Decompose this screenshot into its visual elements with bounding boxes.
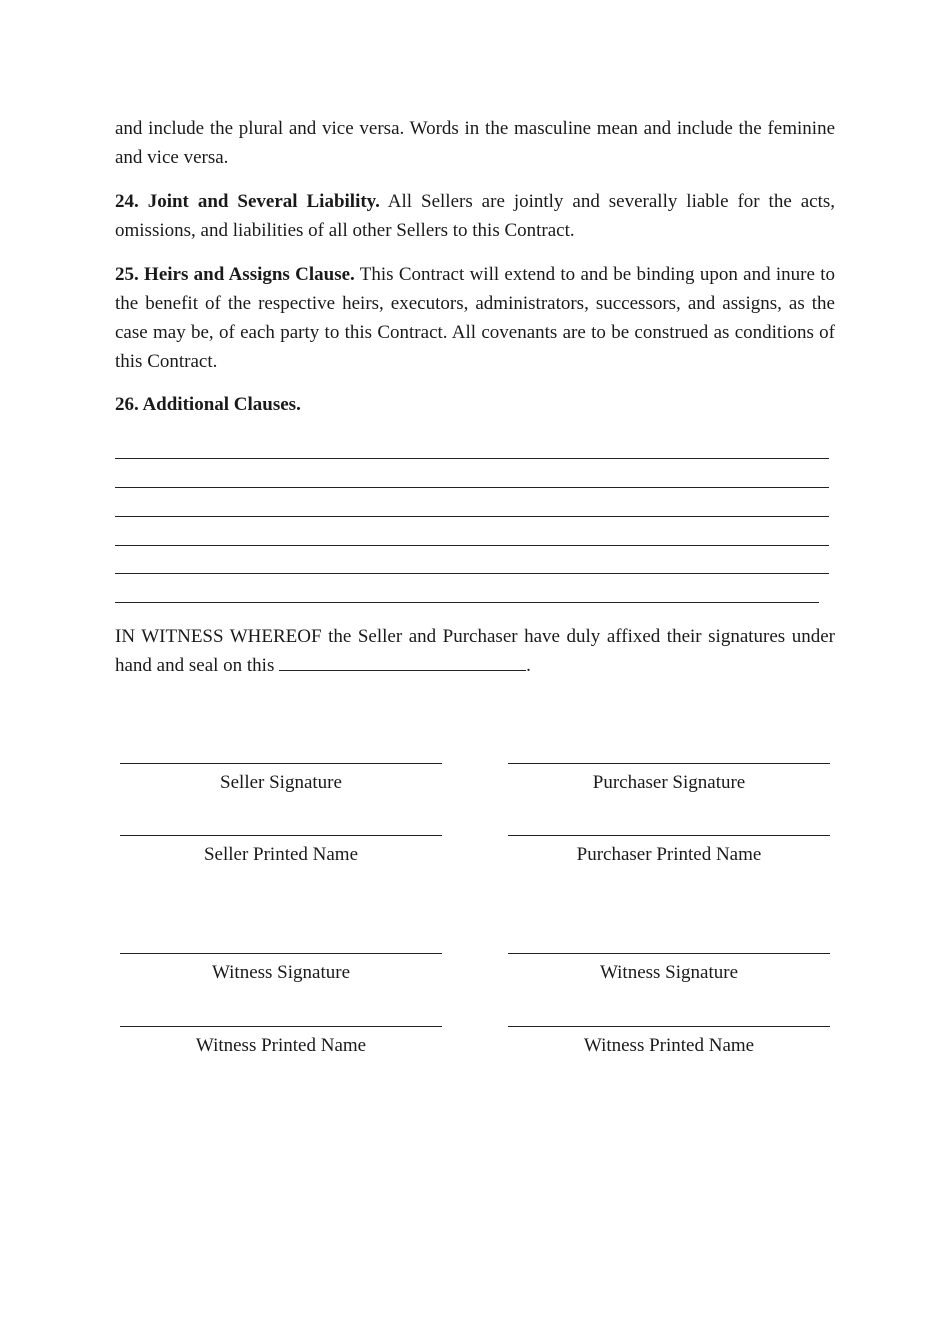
- witness-signature-block-right: [508, 953, 830, 985]
- purchaser-printed-name-label: Purchaser Printed Name: [576, 844, 762, 865]
- additional-clauses-line-6[interactable]: [115, 602, 819, 603]
- seller-printed-name-label: Seller Printed Name: [203, 844, 359, 865]
- witness-signature-block-left: [120, 953, 442, 985]
- purchaser-signature-line[interactable]: [508, 763, 830, 764]
- witness-signature-line-right[interactable]: [508, 953, 830, 954]
- date-blank-field[interactable]: [279, 652, 526, 671]
- clause-25-heading: 25. Heirs and Assigns Clause.: [115, 264, 355, 285]
- clause-23-continuation: [115, 114, 835, 172]
- witness-signature-label-left: Witness Signature: [211, 962, 351, 983]
- seller-signature-label: Seller Signature: [220, 772, 342, 793]
- seller-printed-name-block: [120, 835, 442, 867]
- purchaser-printed-name-line[interactable]: [508, 835, 830, 836]
- additional-clauses-line-2[interactable]: [115, 487, 829, 488]
- clause-23-text: and include the plural and vice versa. Words in the masculine mean and include the feminine and vice versa.: [115, 118, 835, 168]
- clause-26: [115, 390, 835, 419]
- seller-signature-block: [120, 763, 442, 795]
- clause-24: [115, 187, 835, 245]
- witness-signature-line-left[interactable]: [120, 953, 442, 954]
- witness-signature-label-right: Witness Signature: [599, 962, 739, 983]
- witness-printed-name-block-right: [508, 1026, 830, 1058]
- purchaser-signature-label: Purchaser Signature: [592, 772, 746, 793]
- clause-26-heading: 26. Additional Clauses.: [115, 394, 301, 415]
- additional-clauses-line-3[interactable]: [115, 516, 829, 517]
- purchaser-signature-block: [508, 763, 830, 795]
- witness-printed-name-block-left: [120, 1026, 442, 1058]
- additional-clauses-line-1[interactable]: [115, 458, 829, 459]
- clause-25-text: This Contract will extend to and be binding upon and inure to the benefit of the respective heirs, executors, administrators, successors, and assigns, as the case may be, of each party to this Contract. All covenants are to be construed as conditions of this Contract.: [115, 264, 835, 372]
- clause-24-text: All Sellers are jointly and severally liable for the acts, omissions, and liabilities of all other Sellers to this Contract.: [115, 191, 835, 241]
- additional-clauses-line-5[interactable]: [115, 573, 829, 574]
- witness-printed-name-label-left: Witness Printed Name: [195, 1035, 367, 1056]
- additional-clauses-line-4[interactable]: [115, 545, 829, 546]
- clause-25: [115, 260, 835, 376]
- seller-printed-name-line[interactable]: [120, 835, 442, 836]
- clause-24-heading: 24. Joint and Several Liability.: [115, 191, 380, 212]
- witness-printed-name-line-right[interactable]: [508, 1026, 830, 1027]
- witness-printed-name-label-right: Witness Printed Name: [583, 1035, 755, 1056]
- witness-statement-text: IN WITNESS WHEREOF the Seller and Purchaser have duly affixed their signatures under hand and seal on this: [115, 626, 835, 676]
- witness-printed-name-line-left[interactable]: [120, 1026, 442, 1027]
- witness-statement-period: .: [526, 655, 531, 676]
- purchaser-printed-name-block: [508, 835, 830, 867]
- witness-statement: [115, 622, 835, 680]
- seller-signature-line[interactable]: [120, 763, 442, 764]
